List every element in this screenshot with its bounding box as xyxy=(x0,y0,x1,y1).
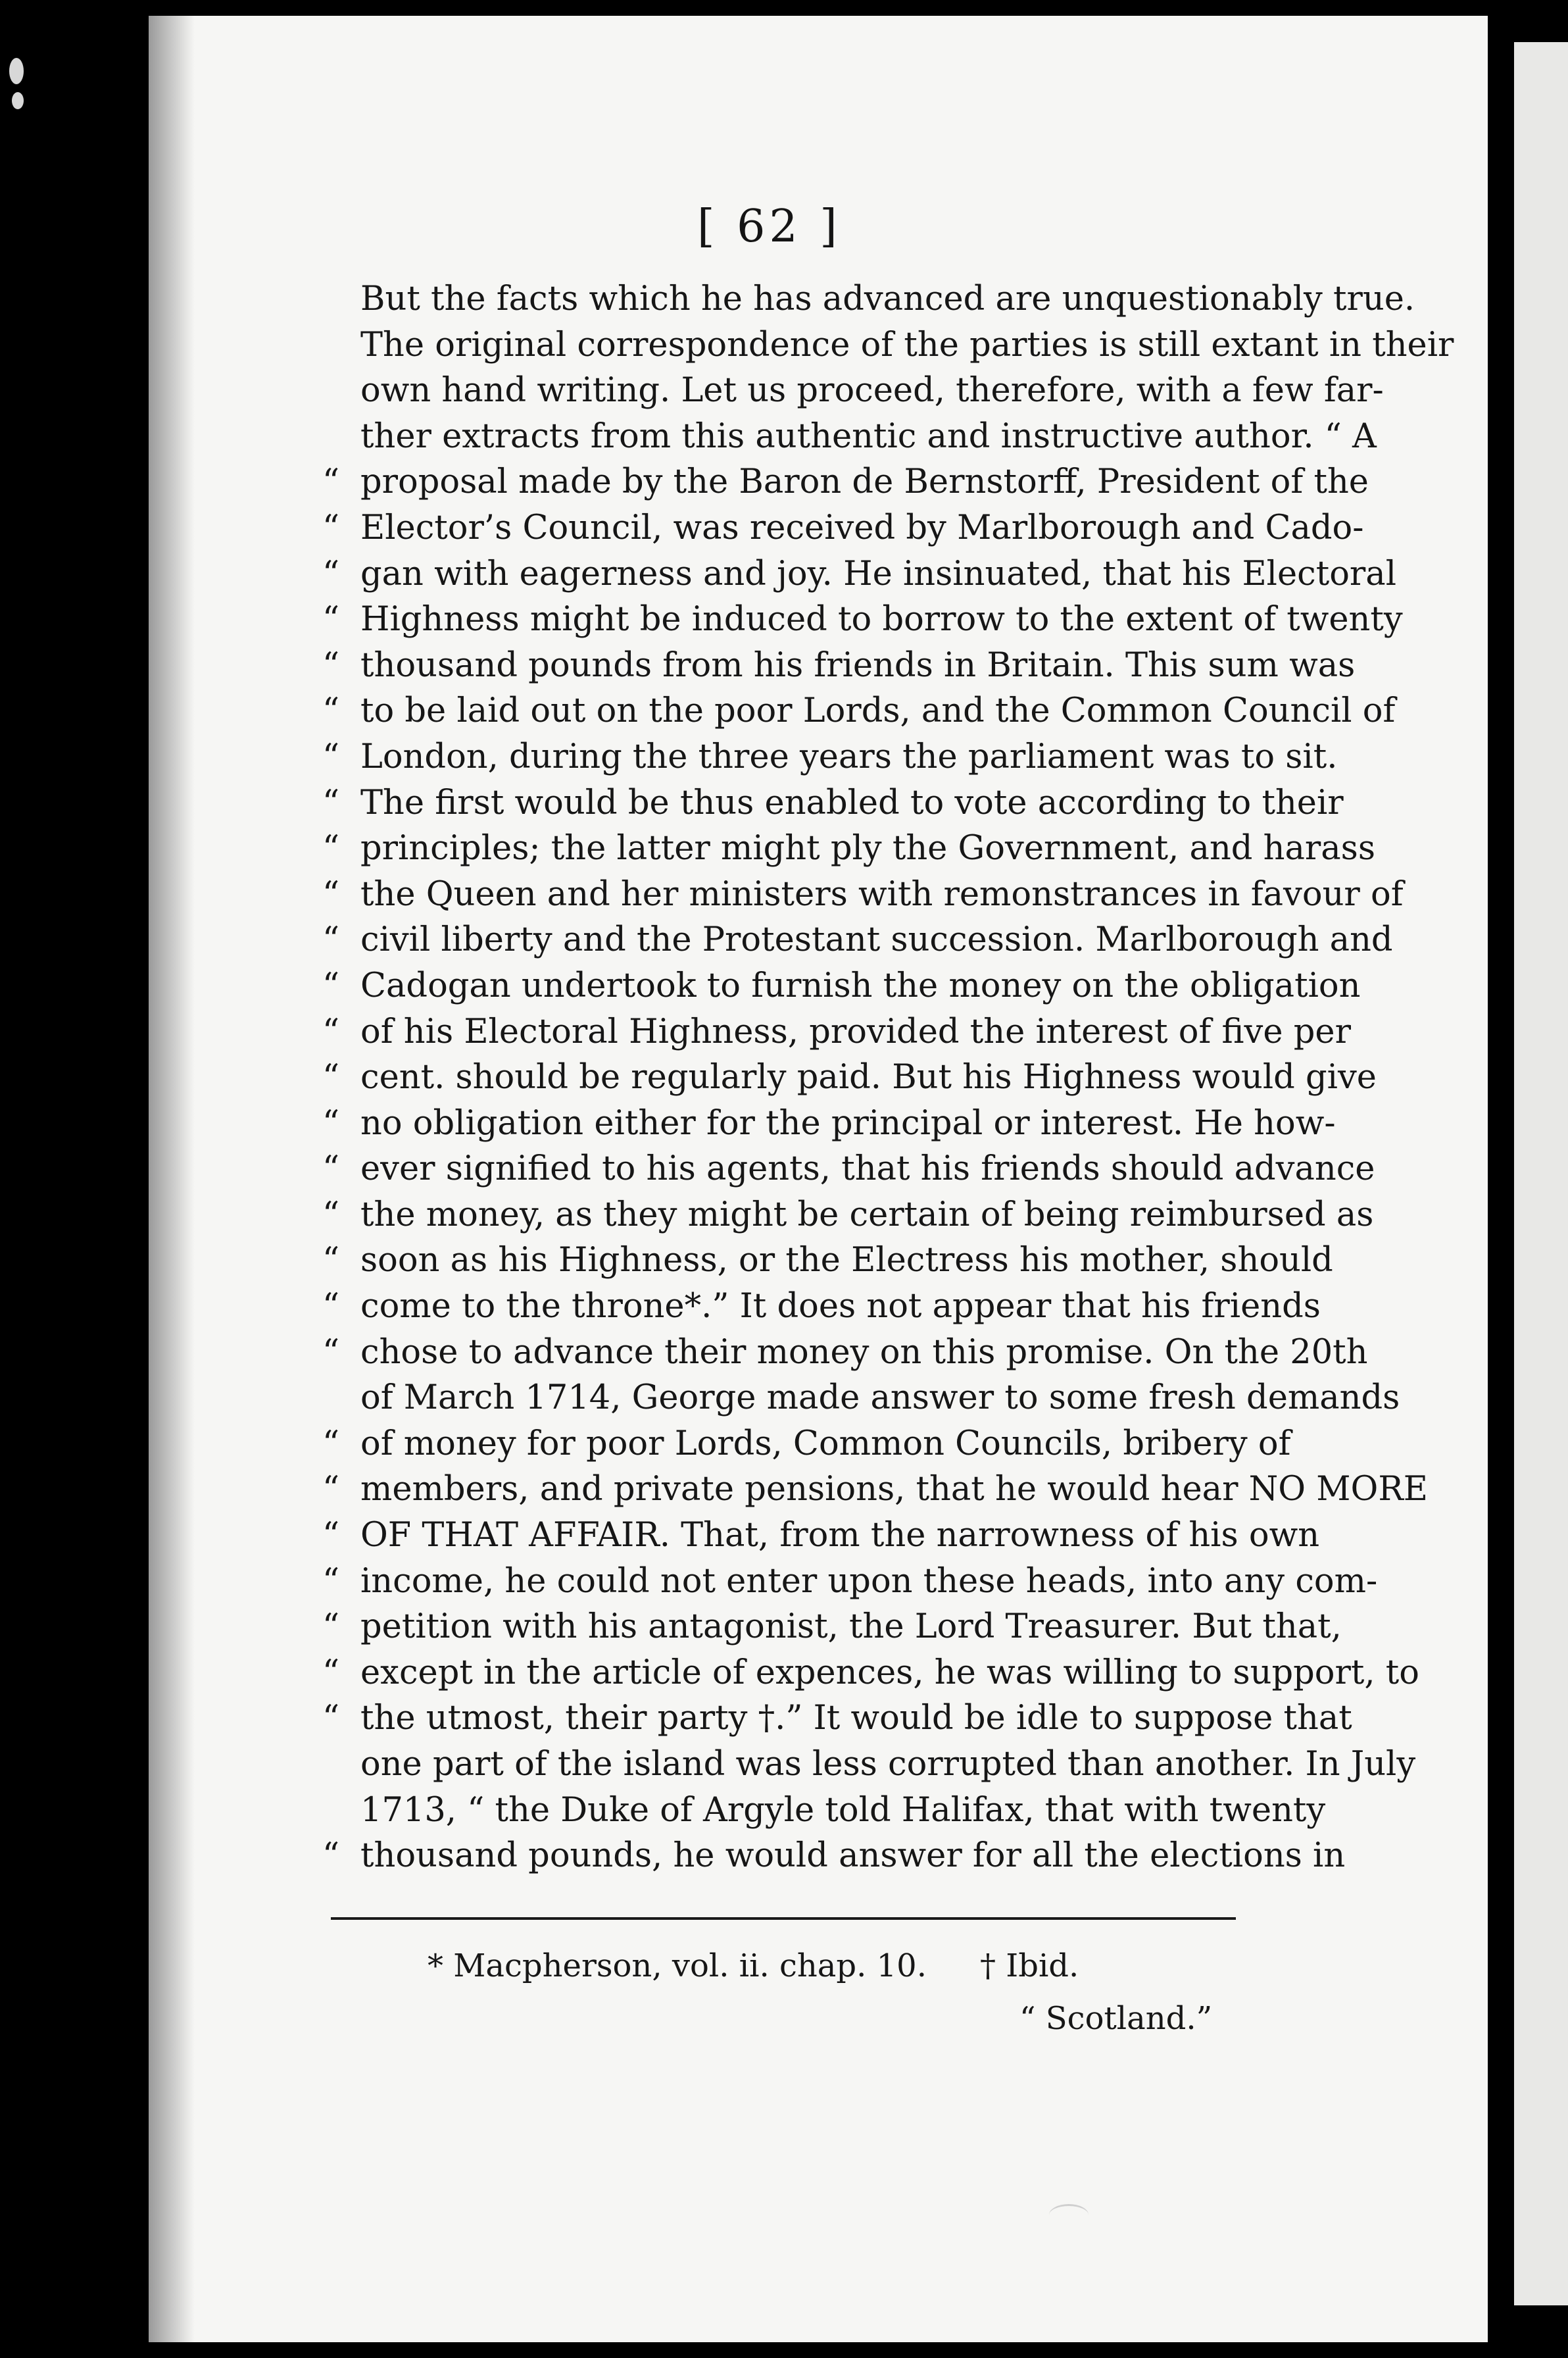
quote-mark: “ xyxy=(322,1332,340,1372)
quote-mark: “ xyxy=(322,1195,340,1234)
line-text: ther extracts from this authentic and instructive author. “ A xyxy=(360,416,1377,456)
line-text: OF THAT AFFAIR. That, from the narrowness of his own xyxy=(360,1516,1320,1555)
quote-mark: “ xyxy=(322,737,340,776)
quote-mark: “ xyxy=(322,1561,340,1601)
line-text: cent. should be regularly paid. But his Highness would give xyxy=(360,1058,1377,1097)
line-text: come to the throne*.” It does not appear that his friends xyxy=(360,1287,1321,1326)
quote-mark: “ xyxy=(322,691,340,731)
line-text: Cadogan undertook to furnish the money on the obligation xyxy=(360,966,1361,1005)
line-text: principles; the latter might ply the Government, and harass xyxy=(360,829,1376,868)
line-text: of money for poor Lords, Common Councils, bribery of xyxy=(360,1424,1291,1463)
text-line xyxy=(322,1513,1320,1559)
quote-mark xyxy=(322,276,360,322)
text-line xyxy=(322,597,1403,643)
facing-page-edge xyxy=(1488,16,1568,2342)
quote-mark: “ xyxy=(322,645,340,685)
line-text: civil liberty and the Protestant succession. Marlborough and xyxy=(360,920,1393,960)
quote-mark: “ xyxy=(322,1607,340,1647)
quote-mark xyxy=(322,1742,360,1788)
text-line xyxy=(322,1146,1375,1192)
line-text: income, he could not enter upon these heads, into any com- xyxy=(360,1561,1378,1601)
text-line xyxy=(322,1375,1400,1421)
quote-mark: “ xyxy=(322,966,340,1005)
line-text: Highness might be induced to borrow to the extent of twenty xyxy=(360,600,1403,640)
text-line xyxy=(322,1009,1351,1055)
line-text: of his Electoral Highness, provided the interest of five per xyxy=(360,1012,1351,1051)
line-text: 1713, “ the Duke of Argyle told Halifax, that with twenty xyxy=(360,1790,1326,1830)
text-line xyxy=(322,963,1361,1009)
text-line xyxy=(322,1695,1352,1742)
quote-mark xyxy=(322,1375,360,1421)
line-text: proposal made by the Baron de Bernstorff, President of the xyxy=(360,463,1369,502)
line-text: The original correspondence of the parties is still extant in their xyxy=(360,325,1454,364)
text-line xyxy=(322,734,1338,780)
line-text: members, and private pensions, that he would hear NO MORE xyxy=(360,1470,1428,1509)
quote-mark: “ xyxy=(322,1012,340,1051)
text-line xyxy=(322,826,1376,872)
quote-mark: “ xyxy=(322,1516,340,1555)
text-line xyxy=(322,1330,1368,1376)
quote-mark: “ xyxy=(322,920,340,960)
text-line xyxy=(322,276,1415,322)
quote-mark: “ xyxy=(322,600,340,640)
quote-mark: “ xyxy=(322,1149,340,1189)
line-text: except in the article of expences, he was willing to support, to xyxy=(360,1653,1419,1692)
quote-mark xyxy=(322,368,360,414)
line-text: own hand writing. Let us proceed, therefore, with a few far- xyxy=(360,371,1384,411)
text-line xyxy=(322,643,1356,689)
quote-mark xyxy=(322,414,360,460)
quote-mark: “ xyxy=(322,554,340,593)
line-text: Elector’s Council, was received by Marlborough and Cado- xyxy=(360,508,1364,547)
paper-mark xyxy=(1049,2204,1089,2226)
quote-mark xyxy=(322,322,360,368)
quote-mark: “ xyxy=(322,1058,340,1097)
text-line xyxy=(322,1788,1326,1834)
quote-mark: “ xyxy=(322,1699,340,1738)
text-line xyxy=(322,1467,1428,1513)
line-text: gan with eagerness and joy. He insinuated, that his Electoral xyxy=(360,554,1397,593)
text-line xyxy=(322,1559,1378,1605)
text-line xyxy=(322,1055,1377,1101)
margin-specks xyxy=(5,53,38,132)
line-text: the money, as they might be certain of being reimbursed as xyxy=(360,1195,1374,1234)
text-line xyxy=(322,368,1384,414)
quote-mark: “ xyxy=(322,1836,340,1876)
text-line xyxy=(322,1742,1416,1788)
quote-mark: “ xyxy=(322,874,340,914)
text-line xyxy=(322,688,1396,734)
binding-shadow xyxy=(149,16,195,2342)
quote-mark xyxy=(322,1788,360,1834)
line-text: But the facts which he has advanced are unquestionably true. xyxy=(360,280,1415,318)
line-text: ever signified to his agents, that his friends should advance xyxy=(360,1149,1375,1189)
text-line xyxy=(322,872,1404,918)
text-line xyxy=(322,505,1364,551)
text-line xyxy=(322,322,1454,368)
quote-mark: “ xyxy=(322,829,340,868)
quote-mark: “ xyxy=(322,1470,340,1509)
line-text: the Queen and her ministers with remonstrances in favour of xyxy=(360,874,1404,914)
quote-mark: “ xyxy=(322,1424,340,1463)
text-line xyxy=(322,459,1369,505)
text-line xyxy=(322,1833,1346,1879)
line-text: of March 1714, George made answer to some fresh demands xyxy=(360,1378,1400,1418)
line-text: no obligation either for the principal or interest. He how- xyxy=(360,1103,1336,1143)
text-line xyxy=(322,1284,1321,1330)
line-text: thousand pounds from his friends in Britain. This sum was xyxy=(360,645,1356,685)
body-text xyxy=(322,276,1454,1879)
line-text: soon as his Highness, or the Electress his mother, should xyxy=(360,1241,1333,1280)
line-text: London, during the three years the parliament was to sit. xyxy=(360,737,1338,776)
line-text: one part of the island was less corrupted than another. In July xyxy=(360,1745,1416,1784)
footnote-left: * Macpherson, vol. ii. chap. 10. xyxy=(428,1947,927,1984)
quote-mark: “ xyxy=(322,1653,340,1692)
line-text: petition with his antagonist, the Lord Treasurer. But that, xyxy=(360,1607,1342,1647)
text-line xyxy=(322,414,1377,460)
text-line xyxy=(322,1192,1374,1238)
text-line xyxy=(322,917,1393,963)
quote-mark: “ xyxy=(322,783,340,822)
line-text: chose to advance their money on this promise. On the 20th xyxy=(360,1332,1368,1372)
text-line xyxy=(322,1101,1336,1147)
line-text: to be laid out on the poor Lords, and the Common Council of xyxy=(360,691,1396,731)
catchword: “ Scotland.” xyxy=(1019,2000,1213,2037)
text-line xyxy=(322,1650,1419,1696)
text-line xyxy=(322,1421,1291,1467)
line-text: The first would be thus enabled to vote according to their xyxy=(360,783,1344,822)
footnote-right: † Ibid. xyxy=(980,1947,1079,1984)
page-number: [ 62 ] xyxy=(697,201,841,253)
quote-mark: “ xyxy=(322,1287,340,1326)
text-line xyxy=(322,1604,1342,1650)
line-text: the utmost, their party †.” It would be idle to suppose that xyxy=(360,1699,1352,1738)
text-line xyxy=(322,780,1344,826)
quote-mark: “ xyxy=(322,463,340,502)
line-text: thousand pounds, he would answer for all the elections in xyxy=(360,1836,1346,1876)
quote-mark: “ xyxy=(322,1103,340,1143)
quote-mark: “ xyxy=(322,508,340,547)
text-line xyxy=(322,551,1397,597)
footnote-rule xyxy=(331,1917,1236,1920)
text-line xyxy=(322,1238,1333,1284)
quote-mark: “ xyxy=(322,1241,340,1280)
